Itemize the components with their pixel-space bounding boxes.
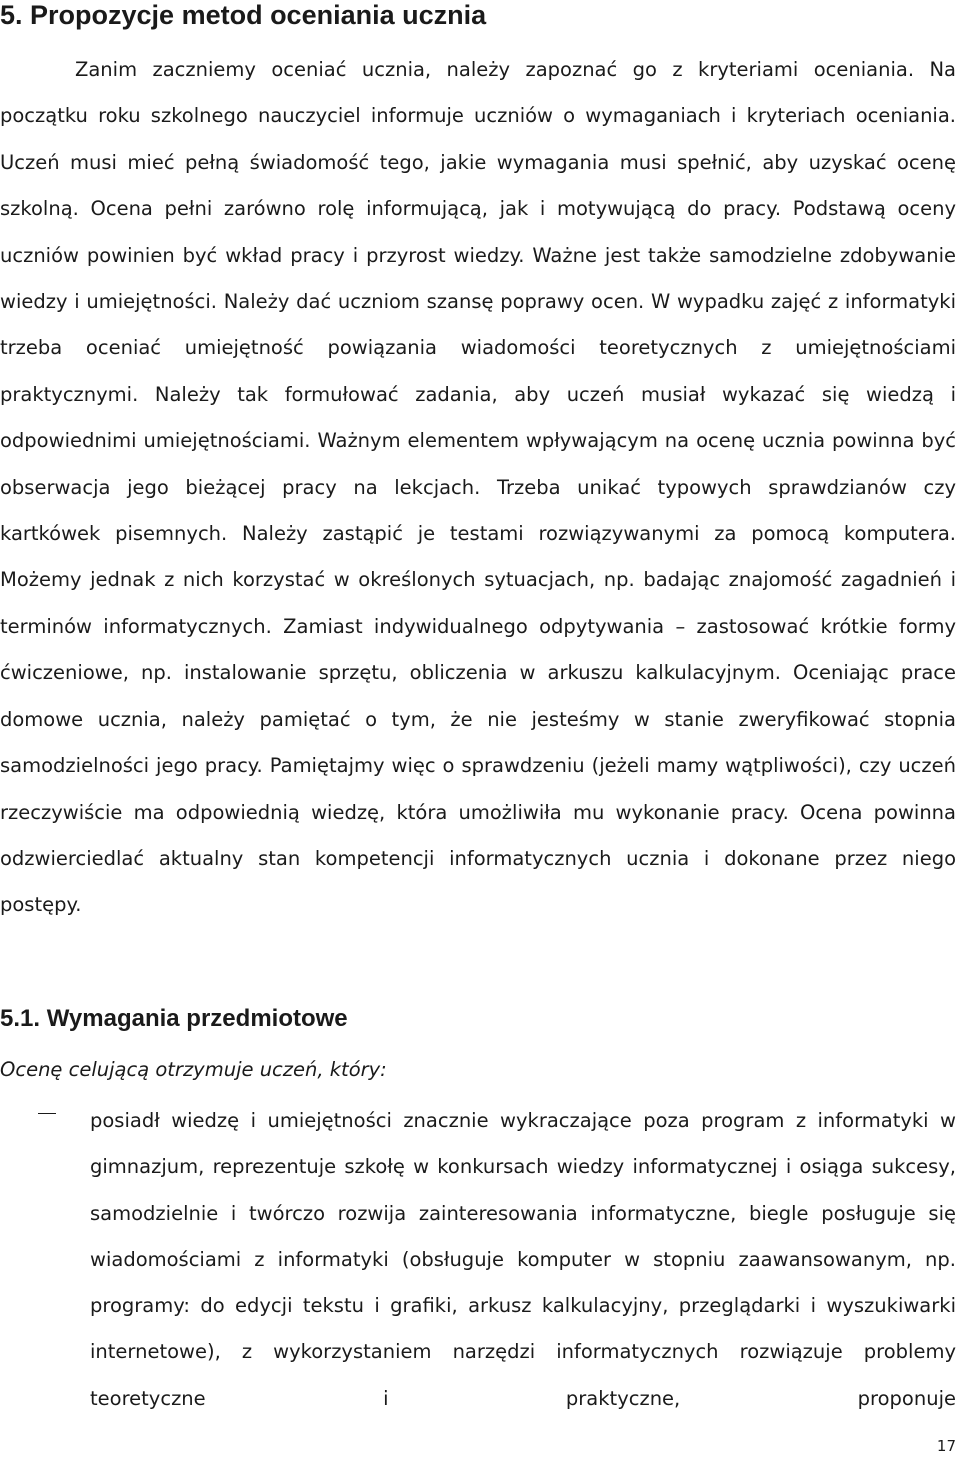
section-heading: 5. Propozycje metod oceniania ucznia [0,0,487,30]
list-intro: Ocenę celującą otrzymuje uczeń, który: [0,1058,387,1081]
body-paragraph-text: Zanim zaczniemy oceniać ucznia, należy zapoznać go z kryteriami oceniania. Na początku roku szkolnego nauczyciel informuje uczniów o wymaganiach i kryteriach oceniania. Uczeń musi mieć pełną świadomość tego, jakie wymagania musi spełnić, aby uzyskać ocenę szkolną. Ocena pełni zarówno rolę informującą, jak i motywującą do pracy. Podstawą oceny uczniów powinien być wkład pracy i przyrost wiedzy. Ważne jest także samodzielne zdobywanie wiedzy i umiejętności. Należy dać uczniom szansę poprawy ocen. W wypadku zajęć z informatyki trzeba oceniać umiejętność powiązania wiadomości teoretycznych z umiejętnościami praktycznymi. Należy tak formułować zadania, aby uczeń musiał wykazać się wiedzą i odpowiednimi umiejętnościami. Ważnym elementem wpływającym na ocenę ucznia powinna być obserwacja jego bieżącej pracy na lekcjach. Trzeba unikać typowych sprawdzianów czy kartkówek pisemnych. Należy zastąpić je testami rozwiązywanymi za pomocą komputera. Możemy jednak z nich korzystać w określonych sytuacjach, np. badając znajomość zagadnień i terminów informatycznych. Zamiast indywidualnego odpytywania – zastosować krótkie formy ćwiczeniowe, np. instalowanie sprzętu, obliczenia w arkuszu kalkulacyjnym. Oceniając prace domowe ucznia, należy pamiętać o tym, że nie jesteśmy w stanie zweryfikować stopnia samodzielności jego pracy. Pamiętajmy więc o sprawdzeniu (jeżeli mamy wątpliwości), czy uczeń rzeczywiście ma odpowiednią wiedzę, która umożliwiła mu wykonanie pracy. Ocena powinna odzwierciedlać aktualny stan kompetencji informatycznych ucznia i dokonane przez niego postępy. [0,58,956,917]
body-paragraph [0,47,956,929]
subsection-heading: 5.1. Wymagania przedmiotowe [0,1005,348,1032]
dash-bullet-icon [38,1113,56,1114]
page-number: 17 [936,1437,956,1455]
list-item: posiadł wiedzę i umiejętności znacznie wykraczające poza program z informatyki w gimnazjum, reprezentuje szkołę w konkursach wiedzy informatycznej i osiąga sukcesy, samodzielnie i twórczo rozwija zainteresowania informatyczne, biegle posługuje się wiadomościami z informatyki (obsługuje komputer w stopniu zaawansowanym, np. programy: do edycji tekstu i grafiki, arkusz kalkulacyjny, przeglądarki i wyszukiwarki internetowe), z wykorzystaniem narzędzi informatycznych rozwiązuje problemy teoretyczne i praktyczne, proponuje [90,1109,956,1410]
